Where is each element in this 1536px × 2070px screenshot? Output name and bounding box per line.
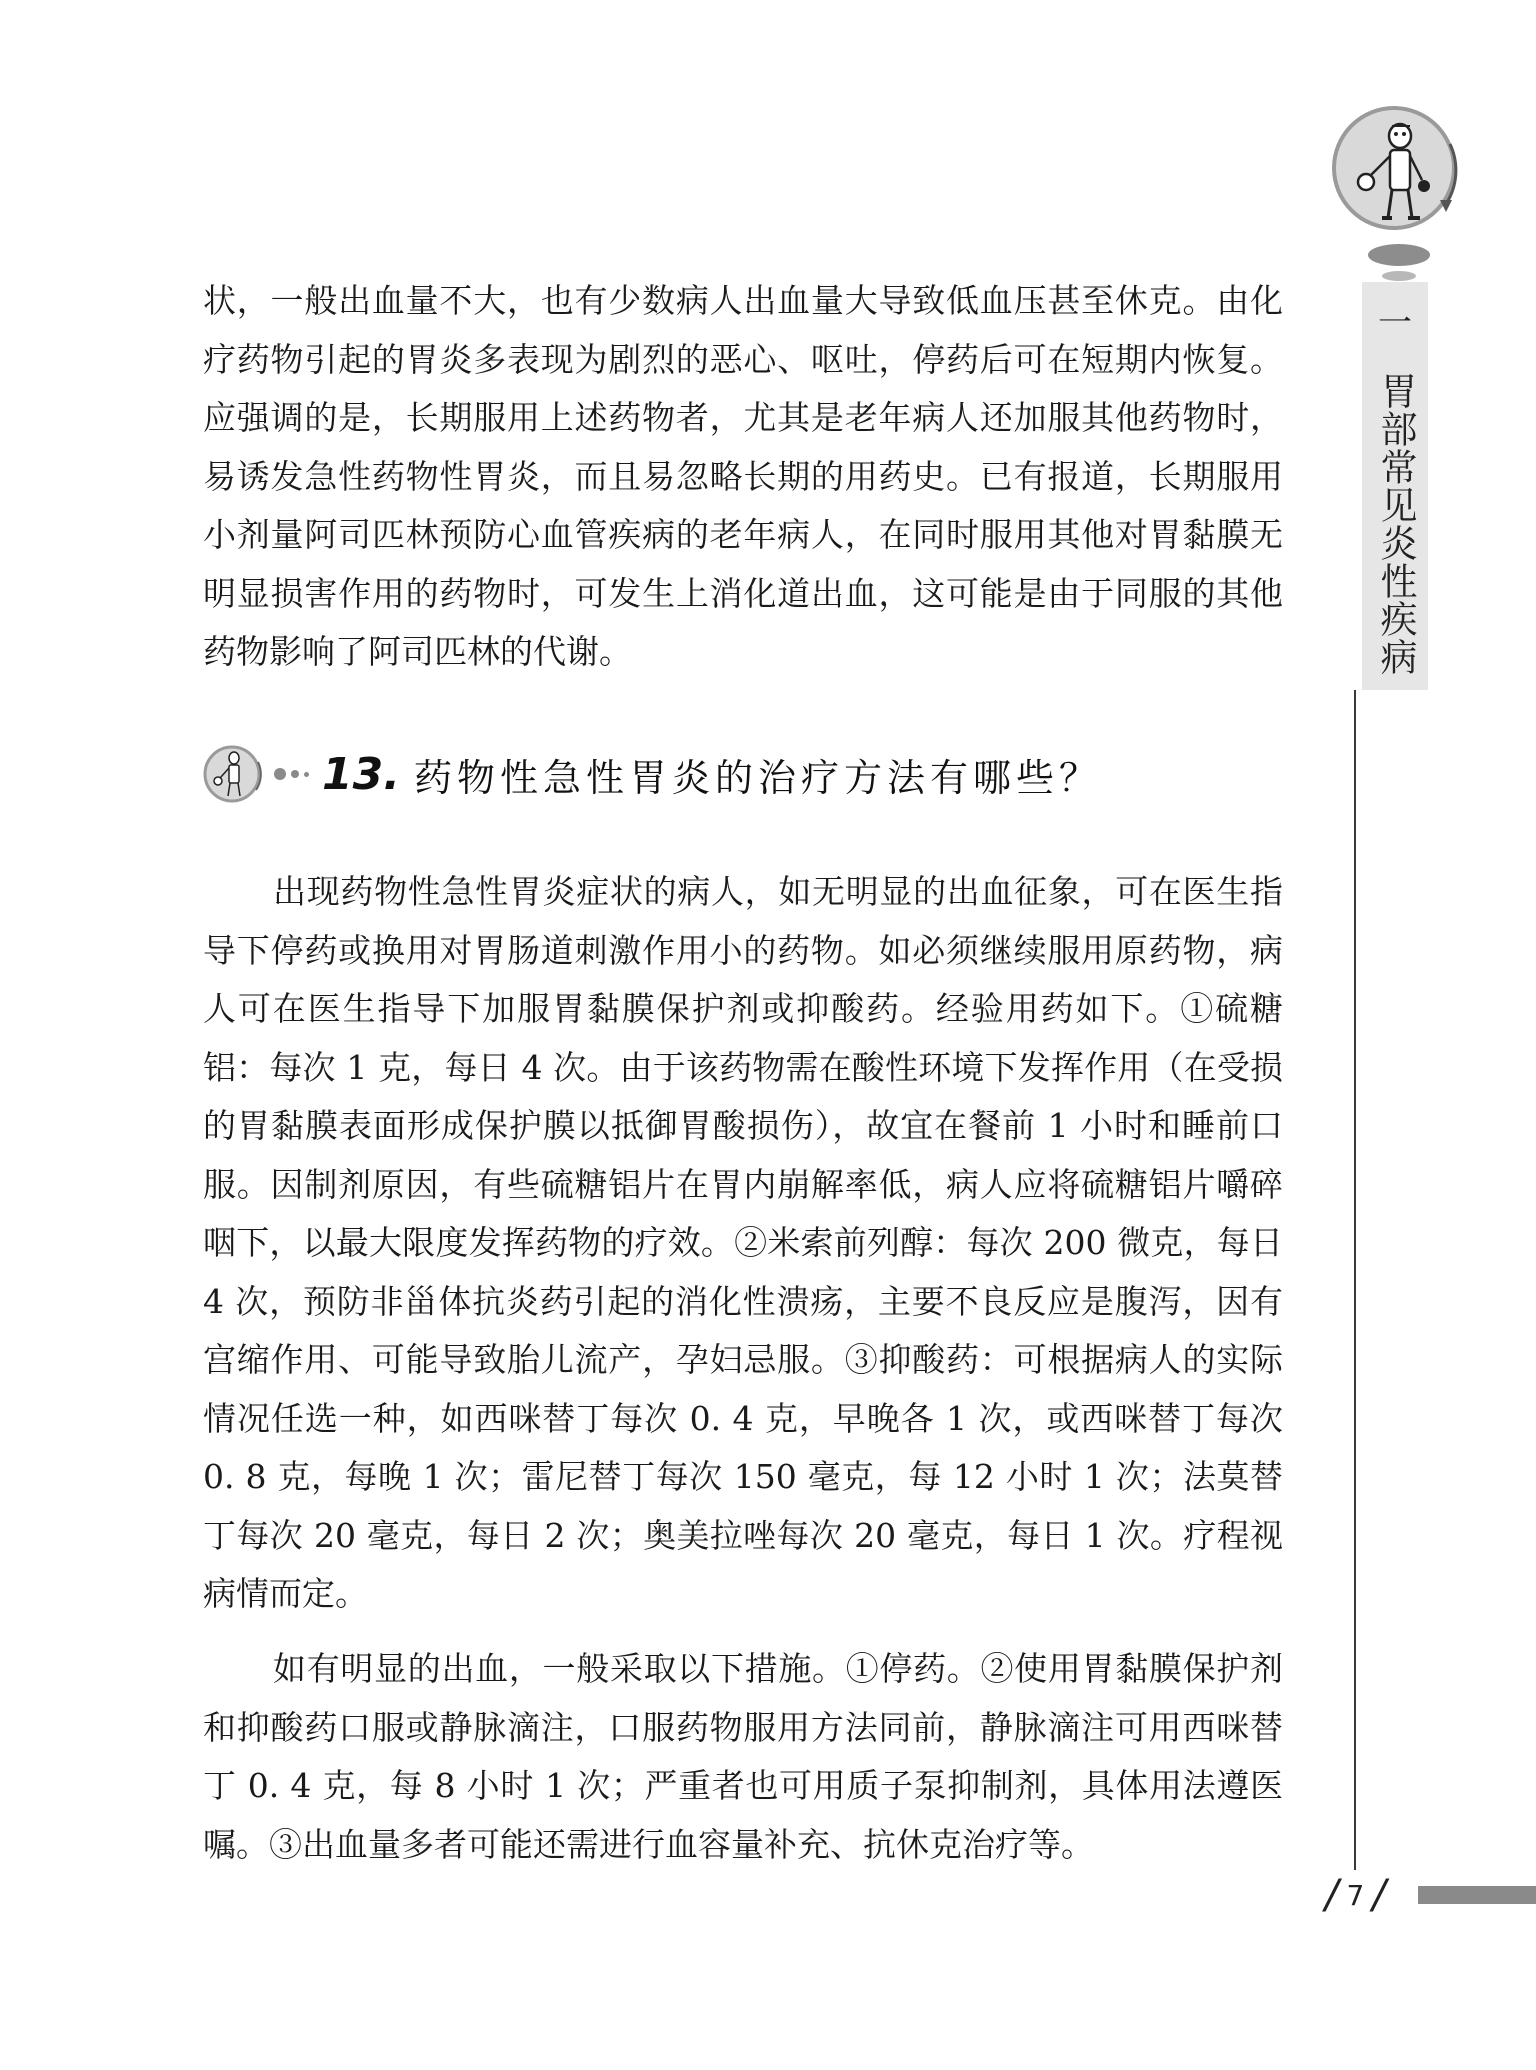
- section-number: 13.: [322, 748, 400, 800]
- body-paragraph: 如有明显的出血，一般采取以下措施。①停药。②使用胃黏膜保护剂和抑酸药口服或静脉滴注，口服药物服用方法同前，静脉滴注可用西咪替丁 0. 4 克，每 8 小时 1 次；严重者也可用质子泵抑制剂，具体用法遵医嘱。③出血量多者可能还需进行血容量补充、抗休克治疗等。: [203, 1649, 1283, 1864]
- doctor-mascot-icon: [1322, 96, 1472, 246]
- decorative-dot: [1368, 244, 1430, 266]
- page-number-area: [1325, 1872, 1386, 1918]
- margin-rule: [1354, 690, 1356, 1870]
- decorative-dot: [1382, 271, 1416, 281]
- doctor-mascot-icon: [200, 740, 268, 808]
- section-title: 药物性急性胃炎的治疗方法有哪些？: [413, 755, 1102, 800]
- chapter-title: 胃部常见炎性疾病: [1374, 372, 1417, 676]
- decorative-dot: [304, 772, 309, 777]
- decorative-dot: [274, 768, 286, 780]
- slash-ornament: /: [1372, 1872, 1386, 1918]
- slash-ornament: /: [1325, 1872, 1339, 1918]
- section-heading: [200, 736, 1102, 812]
- decorative-dot: [291, 770, 299, 778]
- chapter-tab: [1362, 282, 1428, 690]
- body-paragraph: 出现药物性急性胃炎症状的病人，如无明显的出血征象，可在医生指导下停药或换用对胃肠道刺激作用小的药物。如必须继续服用原药物，病人可在医生指导下加服胃黏膜保护剂或抑酸药。经验用药如下。①硫糖铝：每次 1 克，每日 4 次。由于该药物需在酸性环境下发挥作用（在受损的胃黏膜表面形成保护膜以抵御胃酸损伤），故宜在餐前 1 小时和睡前口服。因制剂原因，有些硫糖铝片在胃内崩解率低，病人应将硫糖铝片嚼碎咽下，以最大限度发挥药物的疗效。②米索前列醇：每次 200 微克，每日 4 次，预防非甾体抗炎药引起的消化性溃疡，主要不良反应是腹泻，因有宫缩作用、可能导致胎儿流产，孕妇忌服。③抑酸药：可根据病人的实际情况任选一种，如西咪替丁每次 0. 4 克，早晚各 1 次，或西咪替丁每次 0. 8 克，每晚 1 次；雷尼替丁每次 150 毫克，每 12 小时 1 次；法莫替丁每次 20 毫克，每日 2 次；奥美拉唑每次 20 毫克，每日 1 次。疗程视病情而定。: [203, 872, 1283, 1613]
- page-number: 7: [1346, 1878, 1365, 1912]
- body-paragraph: 状，一般出血量不大，也有少数病人出血量大导致低血压甚至休克。由化疗药物引起的胃炎多表现为剧烈的恶心、呕吐，停药后可在短期内恢复。应强调的是，长期服用上述药物者，尤其是老年病人还加服其他药物时，易诱发急性药物性胃炎，而且易忽略长期的用药史。已有报道，长期服用小剂量阿司匹林预防心血管疾病的老年病人，在同时服用其他对胃黏膜无明显损害作用的药物时，可发生上消化道出血，这可能是由于同服的其他药物影响了阿司匹林的代谢。: [203, 281, 1283, 671]
- page-number-bar: [1418, 1886, 1536, 1904]
- heading-dots: [274, 768, 314, 780]
- chapter-number: 一: [1378, 303, 1412, 343]
